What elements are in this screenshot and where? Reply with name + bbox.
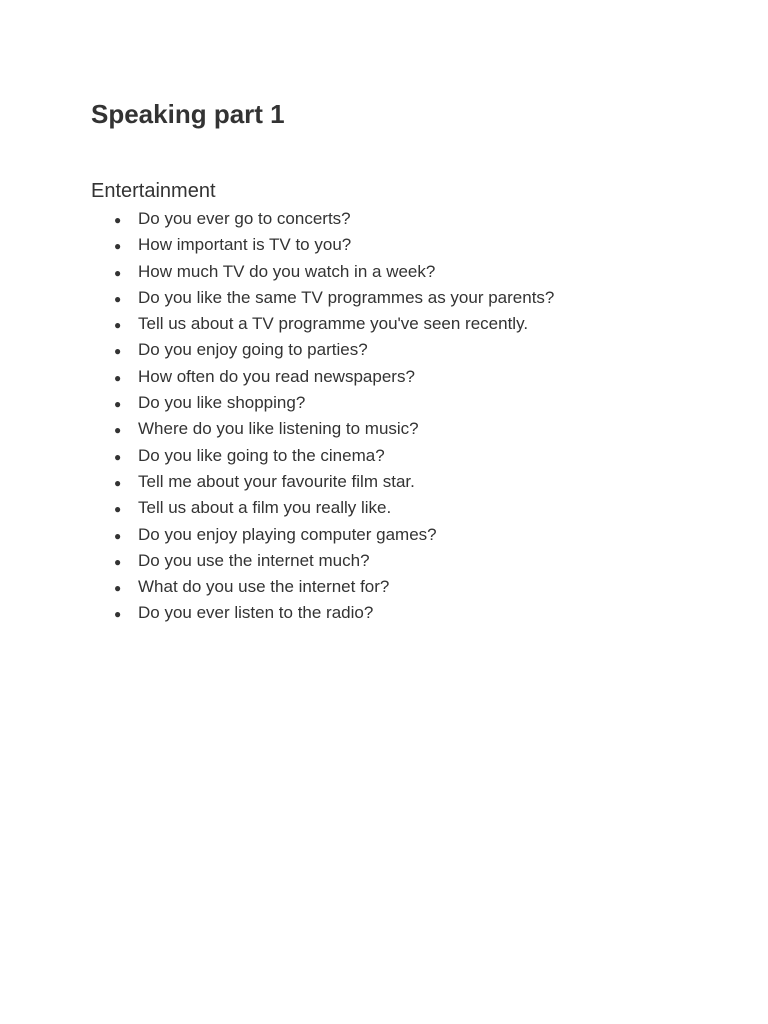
question-text: Do you enjoy playing computer games?: [138, 524, 437, 544]
bullet-icon: ●: [114, 318, 122, 333]
list-item: [91, 259, 711, 285]
bullet-icon: ●: [114, 554, 122, 569]
bullet-icon: ●: [114, 239, 122, 254]
question-text: How much TV do you watch in a week?: [138, 261, 436, 281]
question-text: Do you ever go to concerts?: [138, 209, 351, 228]
question-text: Tell us about a TV programme you've seen recently.: [138, 314, 529, 334]
list-item: [91, 522, 711, 548]
bullet-icon: ●: [114, 344, 122, 359]
question-text: How important is TV to you?: [138, 235, 352, 255]
bullet-icon: ●: [114, 528, 122, 543]
list-item: [91, 443, 711, 469]
question-list: [91, 206, 711, 627]
bullet-icon: ●: [114, 370, 122, 385]
list-item: [91, 232, 711, 258]
question-text: Do you like going to the cinema?: [138, 445, 385, 465]
list-item: [91, 390, 711, 416]
bullet-icon: ●: [114, 449, 122, 464]
list-item: [91, 416, 711, 442]
bullet-icon: ●: [114, 397, 122, 412]
question-text: Where do you like listening to music?: [138, 419, 419, 439]
bullet-icon: ●: [114, 581, 122, 596]
bullet-icon: ●: [114, 423, 122, 438]
list-item: [91, 364, 711, 390]
question-text: Do you like shopping?: [138, 393, 306, 413]
question-text: Do you enjoy going to parties?: [138, 340, 368, 360]
question-text: Do you ever listen to the radio?: [138, 603, 374, 623]
list-item: [91, 285, 711, 311]
list-item: [91, 548, 711, 574]
list-item: [91, 600, 711, 626]
question-text: Do you like the same TV programmes as your parents?: [138, 287, 555, 307]
question-text: How often do you read newspapers?: [138, 366, 415, 386]
page-title: Speaking part 1: [91, 99, 285, 129]
list-item: [91, 311, 711, 337]
list-item: [91, 469, 711, 495]
question-text: Tell me about your favourite film star.: [138, 471, 415, 491]
question-text: What do you use the internet for?: [138, 577, 390, 597]
list-item: [91, 206, 711, 232]
list-item: [91, 574, 711, 600]
section-heading: Entertainment: [91, 180, 216, 202]
bullet-icon: ●: [114, 475, 122, 490]
bullet-icon: ●: [114, 291, 122, 306]
bullet-icon: ●: [114, 607, 122, 622]
list-item: [91, 337, 711, 363]
bullet-icon: ●: [114, 502, 122, 517]
question-text: Tell us about a film you really like.: [138, 498, 392, 518]
question-text: Do you use the internet much?: [138, 550, 370, 570]
bullet-icon: ●: [114, 265, 122, 280]
bullet-icon: ●: [114, 213, 122, 227]
list-item: [91, 495, 711, 521]
